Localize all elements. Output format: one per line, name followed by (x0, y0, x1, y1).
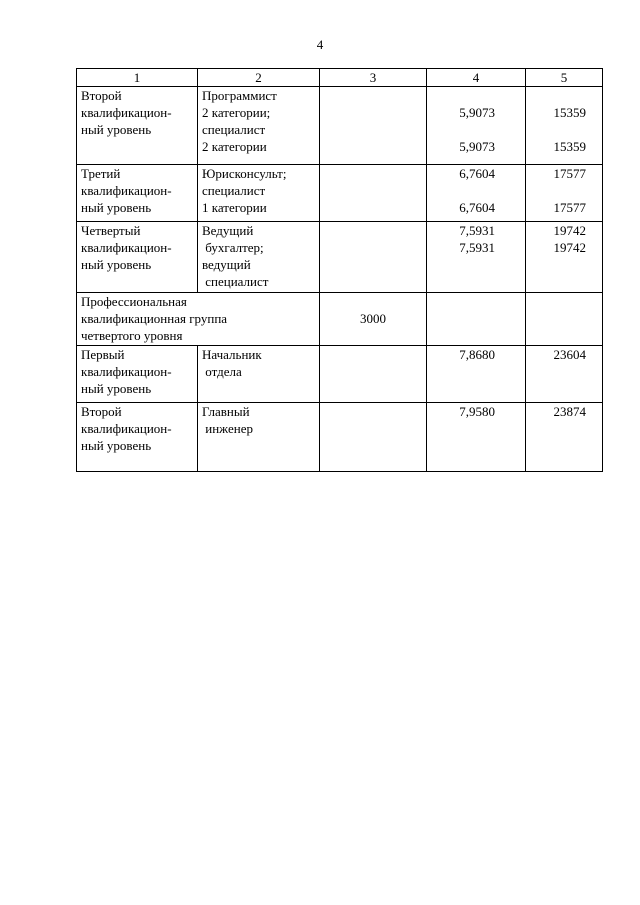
base-cell (320, 165, 427, 222)
coef-value: 6,7604 (459, 200, 495, 215)
coef-value: 5,9073 (459, 139, 495, 154)
position-text: специалист (202, 183, 266, 198)
group-title: квалификационная группа (81, 311, 228, 326)
table-row (77, 346, 603, 403)
level-text: Первый (81, 347, 125, 362)
level-cell (77, 403, 198, 472)
coef-value: 7,5931 (459, 240, 495, 255)
level-text: квалификацион- (81, 240, 172, 255)
position-text: 1 категории (202, 200, 267, 215)
salary-value: 19742 (553, 240, 586, 255)
table-row (77, 222, 603, 293)
position-text: специалист (202, 122, 266, 137)
salary-cell (526, 293, 603, 346)
group-title: четвертого уровня (81, 328, 183, 343)
coef-cell (427, 403, 526, 472)
level-text: ный уровень (81, 200, 152, 215)
position-text: Юрисконсульт; (202, 166, 287, 181)
coef-value: 5,9073 (459, 105, 495, 120)
header-cell-1: 1 (77, 69, 198, 87)
base-cell (320, 403, 427, 472)
salary-value: 23604 (553, 347, 586, 362)
level-text: ный уровень (81, 381, 152, 396)
base-cell (320, 222, 427, 293)
position-cell (198, 87, 320, 165)
level-text: Второй (81, 404, 122, 419)
salary-value: 17577 (553, 166, 586, 181)
position-text: бухгалтер; (202, 240, 264, 255)
base-cell (320, 346, 427, 403)
position-text: Программист (202, 88, 277, 103)
coef-value: 6,7604 (459, 166, 495, 181)
level-cell (77, 87, 198, 165)
salary-value: 15359 (553, 139, 586, 154)
position-cell (198, 346, 320, 403)
level-text: ный уровень (81, 122, 152, 137)
level-text: квалификацион- (81, 421, 172, 436)
position-text: 2 категории (202, 139, 267, 154)
level-text: квалификацион- (81, 105, 172, 120)
header-cell-5: 5 (526, 69, 603, 87)
coef-cell (427, 165, 526, 222)
salary-value: 17577 (553, 200, 586, 215)
level-text: Четвертый (81, 223, 141, 238)
group-title-cell (77, 293, 320, 346)
group-row (77, 293, 603, 346)
salary-table (76, 68, 603, 472)
table-row (77, 87, 603, 165)
coef-cell (427, 222, 526, 293)
salary-cell (526, 87, 603, 165)
salary-value: 23874 (553, 404, 586, 419)
coef-value: 7,5931 (459, 223, 495, 238)
salary-value: 19742 (553, 223, 586, 238)
salary-value: 15359 (553, 105, 586, 120)
header-row (77, 69, 603, 87)
table-row (77, 403, 603, 472)
position-text: инженер (202, 421, 253, 436)
position-cell (198, 403, 320, 472)
table-row (77, 165, 603, 222)
level-cell (77, 222, 198, 293)
salary-cell (526, 222, 603, 293)
position-text: Ведущий (202, 223, 254, 238)
position-text: 2 категории; (202, 105, 271, 120)
level-cell (77, 346, 198, 403)
position-text: специалист (202, 274, 269, 289)
position-cell (198, 222, 320, 293)
level-text: Второй (81, 88, 122, 103)
position-text: отдела (202, 364, 242, 379)
header-cell-4: 4 (427, 69, 526, 87)
coef-cell (427, 293, 526, 346)
level-text: ный уровень (81, 257, 152, 272)
header-cell-3: 3 (320, 69, 427, 87)
group-base-value: 3000 (360, 311, 386, 326)
level-text: квалификацион- (81, 183, 172, 198)
level-cell (77, 165, 198, 222)
coef-cell (427, 346, 526, 403)
header-cell-2: 2 (198, 69, 320, 87)
position-text: Главный (202, 404, 250, 419)
salary-cell (526, 165, 603, 222)
group-title: Профессиональная (81, 294, 187, 309)
salary-cell (526, 346, 603, 403)
level-text: квалификацион- (81, 364, 172, 379)
position-text: ведущий (202, 257, 251, 272)
level-text: Третий (81, 166, 121, 181)
position-text: Начальник (202, 347, 262, 362)
base-cell (320, 87, 427, 165)
coef-cell (427, 87, 526, 165)
level-text: ный уровень (81, 438, 152, 453)
coef-value: 7,8680 (459, 347, 495, 362)
coef-value: 7,9580 (459, 404, 495, 419)
salary-cell (526, 403, 603, 472)
page-number: 4 (316, 37, 324, 52)
position-cell (198, 165, 320, 222)
group-base-cell (320, 293, 427, 346)
